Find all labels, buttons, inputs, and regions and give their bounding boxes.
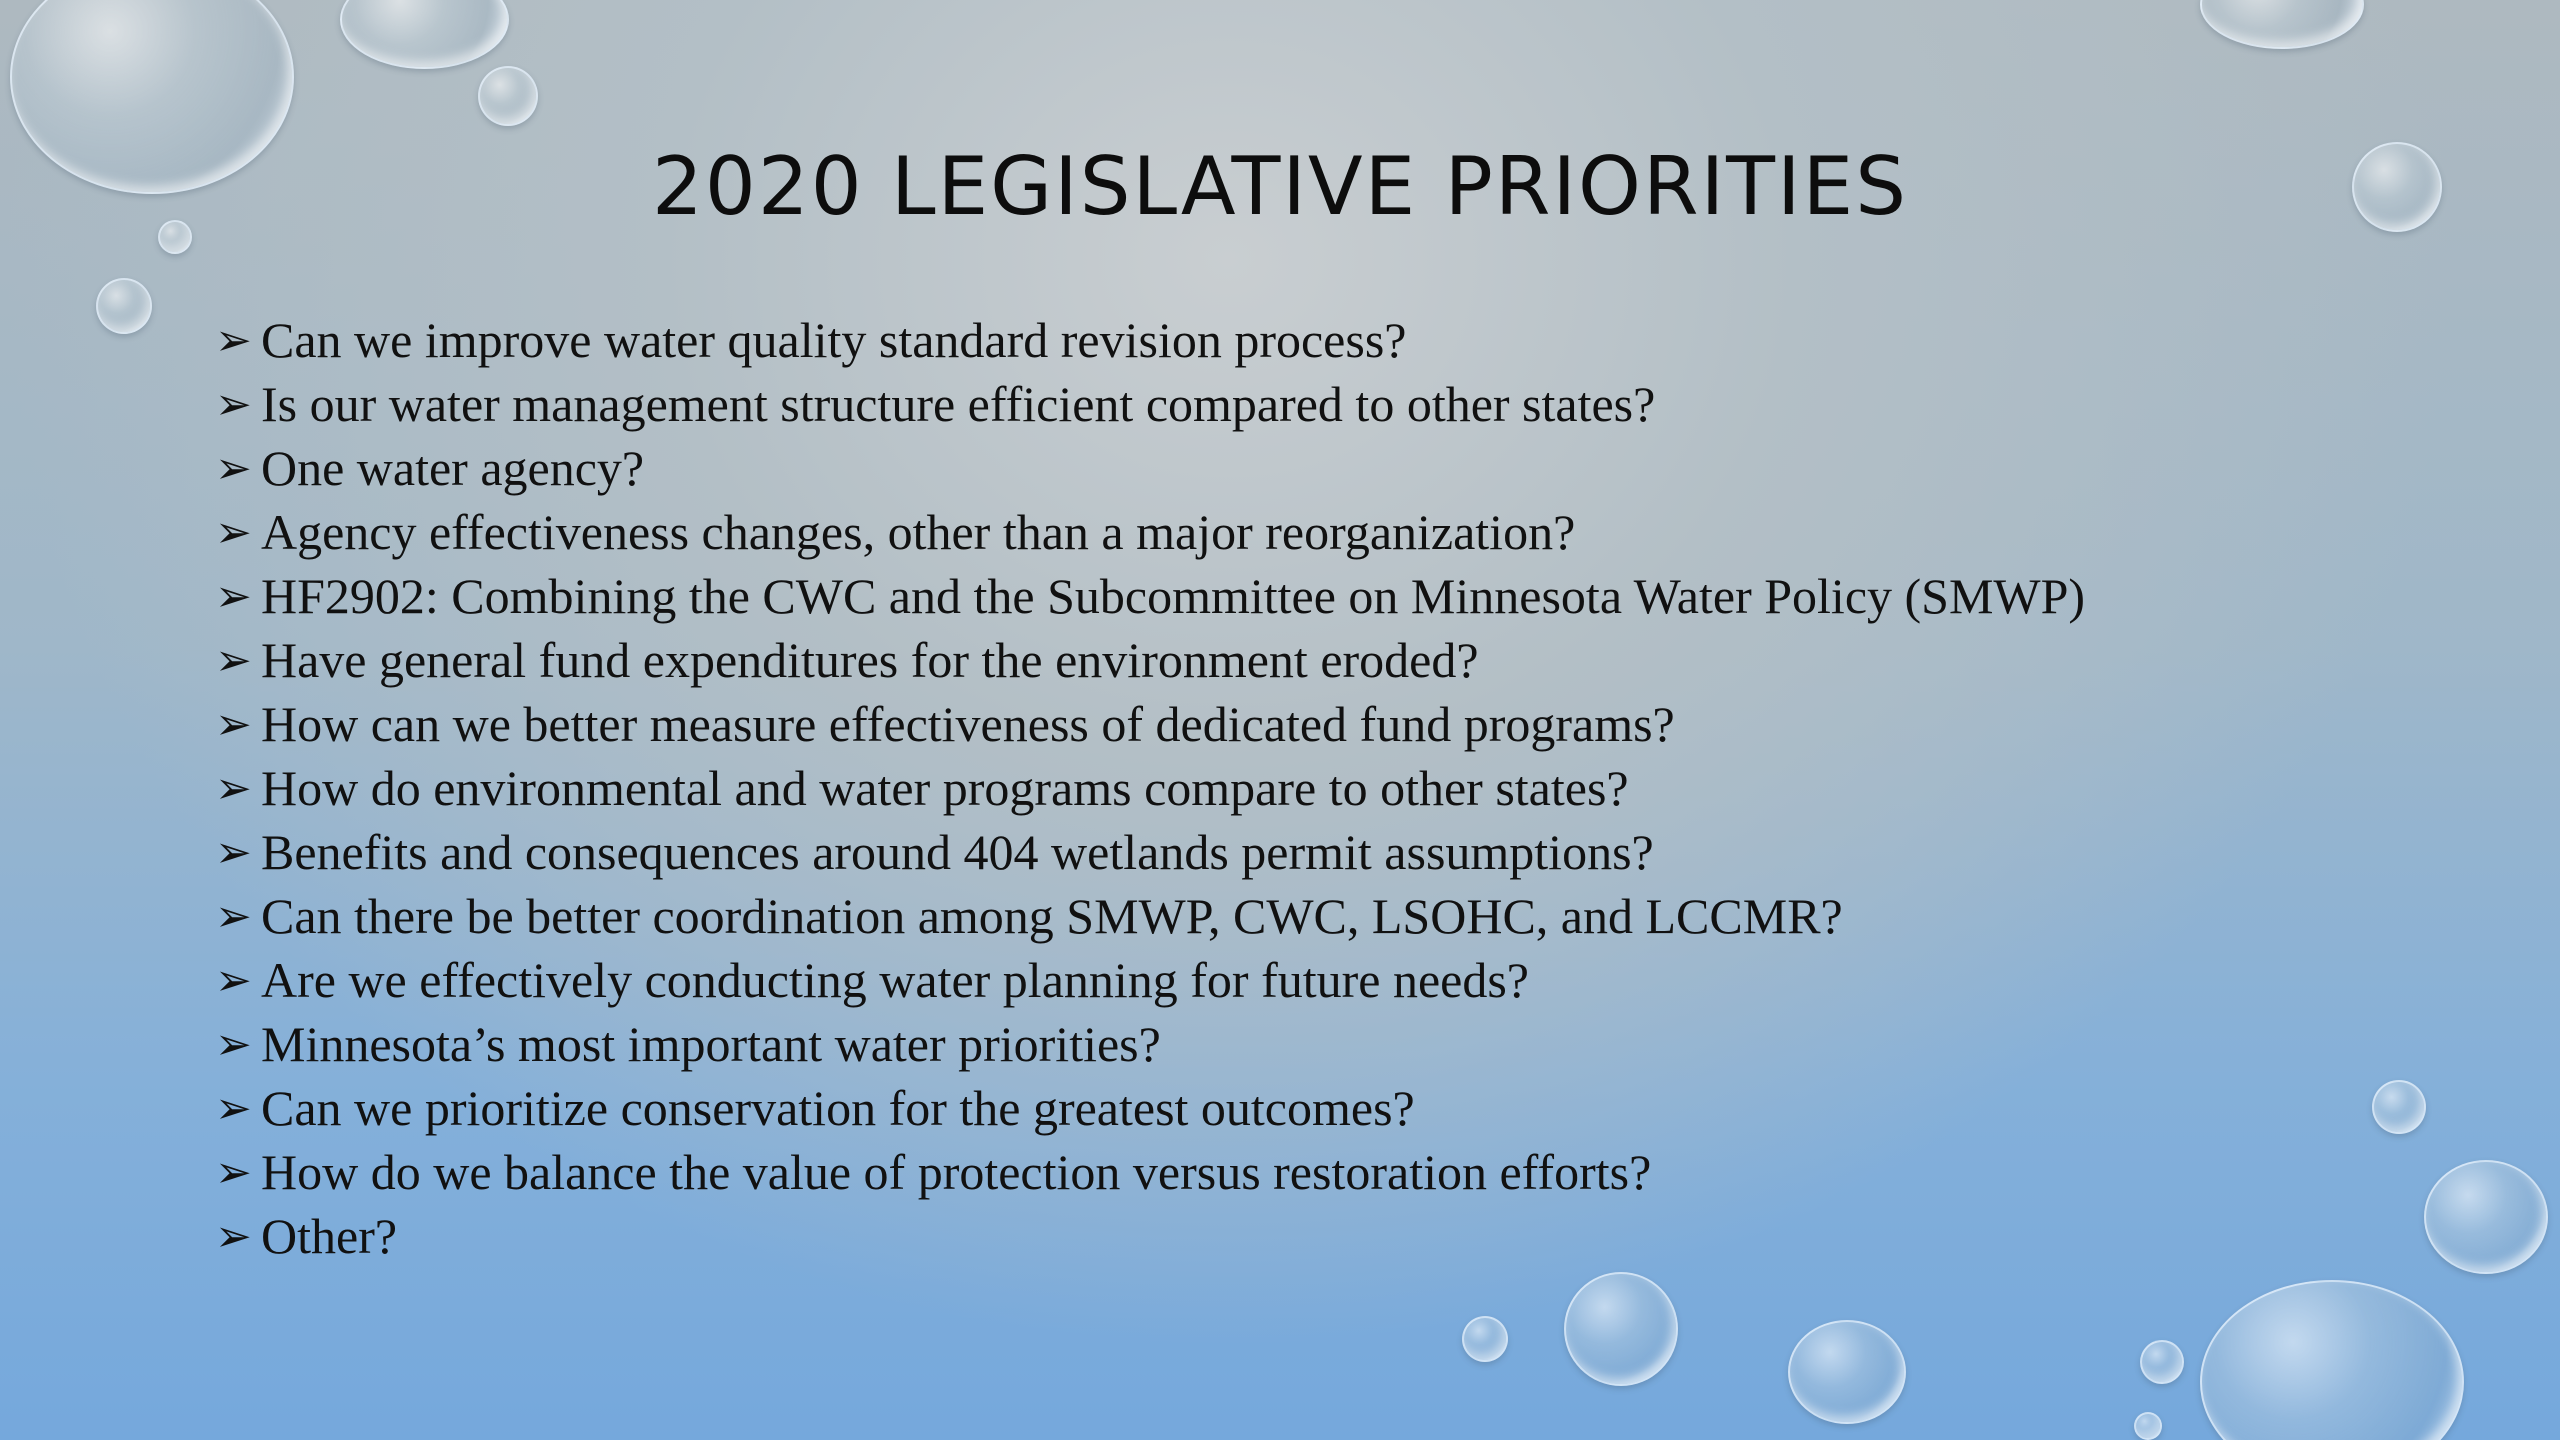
arrowhead-bullet-icon: ➢ <box>215 378 252 430</box>
arrowhead-bullet-icon: ➢ <box>215 314 252 366</box>
list-item-text: How can we better measure effectiveness of dedicated fund programs? <box>261 696 1675 752</box>
arrowhead-bullet-icon: ➢ <box>215 1146 252 1198</box>
list-item <box>215 1076 2085 1140</box>
water-droplet-decoration <box>478 66 538 126</box>
arrowhead-bullet-icon: ➢ <box>215 442 252 494</box>
arrowhead-bullet-icon: ➢ <box>215 1018 252 1070</box>
arrowhead-bullet-icon: ➢ <box>215 570 252 622</box>
list-item <box>215 628 2085 692</box>
arrowhead-bullet-icon: ➢ <box>215 762 252 814</box>
list-item-text: Can there be better coordination among SMWP, CWC, LSOHC, and LCCMR? <box>261 888 1843 944</box>
list-item <box>215 564 2085 628</box>
arrowhead-bullet-icon: ➢ <box>215 698 252 750</box>
list-item <box>215 1140 2085 1204</box>
water-droplet-decoration <box>2424 1160 2548 1274</box>
list-item-text: How do we balance the value of protection versus restoration efforts? <box>261 1144 1652 1200</box>
list-item <box>215 820 2085 884</box>
list-item <box>215 1012 2085 1076</box>
list-item <box>215 948 2085 1012</box>
slide-title: 2020 LEGISLATIVE PRIORITIES <box>652 140 1908 233</box>
water-droplet-decoration <box>2200 1280 2464 1440</box>
list-item-text: Are we effectively conducting water planning for future needs? <box>261 952 1529 1008</box>
list-item-text: Can we improve water quality standard revision process? <box>261 312 1407 368</box>
arrowhead-bullet-icon: ➢ <box>215 1210 252 1262</box>
list-item-text: Agency effectiveness changes, other than a major reorganization? <box>261 504 1576 560</box>
arrowhead-bullet-icon: ➢ <box>215 826 252 878</box>
arrowhead-bullet-icon: ➢ <box>215 506 252 558</box>
list-item <box>215 1204 2085 1268</box>
arrowhead-bullet-icon: ➢ <box>215 890 252 942</box>
water-droplet-decoration <box>340 0 509 69</box>
list-item <box>215 884 2085 948</box>
list-item <box>215 308 2085 372</box>
water-droplet-decoration <box>1462 1316 1508 1362</box>
arrowhead-bullet-icon: ➢ <box>215 954 252 1006</box>
list-item <box>215 436 2085 500</box>
water-droplet-decoration <box>1788 1320 1906 1424</box>
water-droplet-decoration <box>2372 1080 2426 1134</box>
water-droplet-decoration <box>96 278 152 334</box>
list-item-text: Can we prioritize conservation for the greatest outcomes? <box>261 1080 1415 1136</box>
list-item-text: Other? <box>261 1208 398 1264</box>
priority-bullet-list <box>215 308 2085 1268</box>
water-droplet-decoration <box>2140 1340 2184 1384</box>
list-item <box>215 372 2085 436</box>
water-droplet-decoration <box>2134 1412 2162 1440</box>
list-item <box>215 756 2085 820</box>
list-item-text: Is our water management structure efficient compared to other states? <box>261 376 1656 432</box>
list-item-text: How do environmental and water programs compare to other states? <box>261 760 1629 816</box>
list-item-text: One water agency? <box>261 440 645 496</box>
water-droplet-decoration <box>2200 0 2364 49</box>
arrowhead-bullet-icon: ➢ <box>215 1082 252 1134</box>
list-item-text: Minnesota’s most important water priorities? <box>261 1016 1161 1072</box>
list-item-text: Have general fund expenditures for the environment eroded? <box>261 632 1479 688</box>
list-item-text: HF2902: Combining the CWC and the Subcommittee on Minnesota Water Policy (SMWP) <box>261 568 2086 624</box>
list-item <box>215 692 2085 756</box>
water-droplet-decoration <box>1564 1272 1678 1386</box>
arrowhead-bullet-icon: ➢ <box>215 634 252 686</box>
list-item-text: Benefits and consequences around 404 wetlands permit assumptions? <box>261 824 1654 880</box>
list-item <box>215 500 2085 564</box>
